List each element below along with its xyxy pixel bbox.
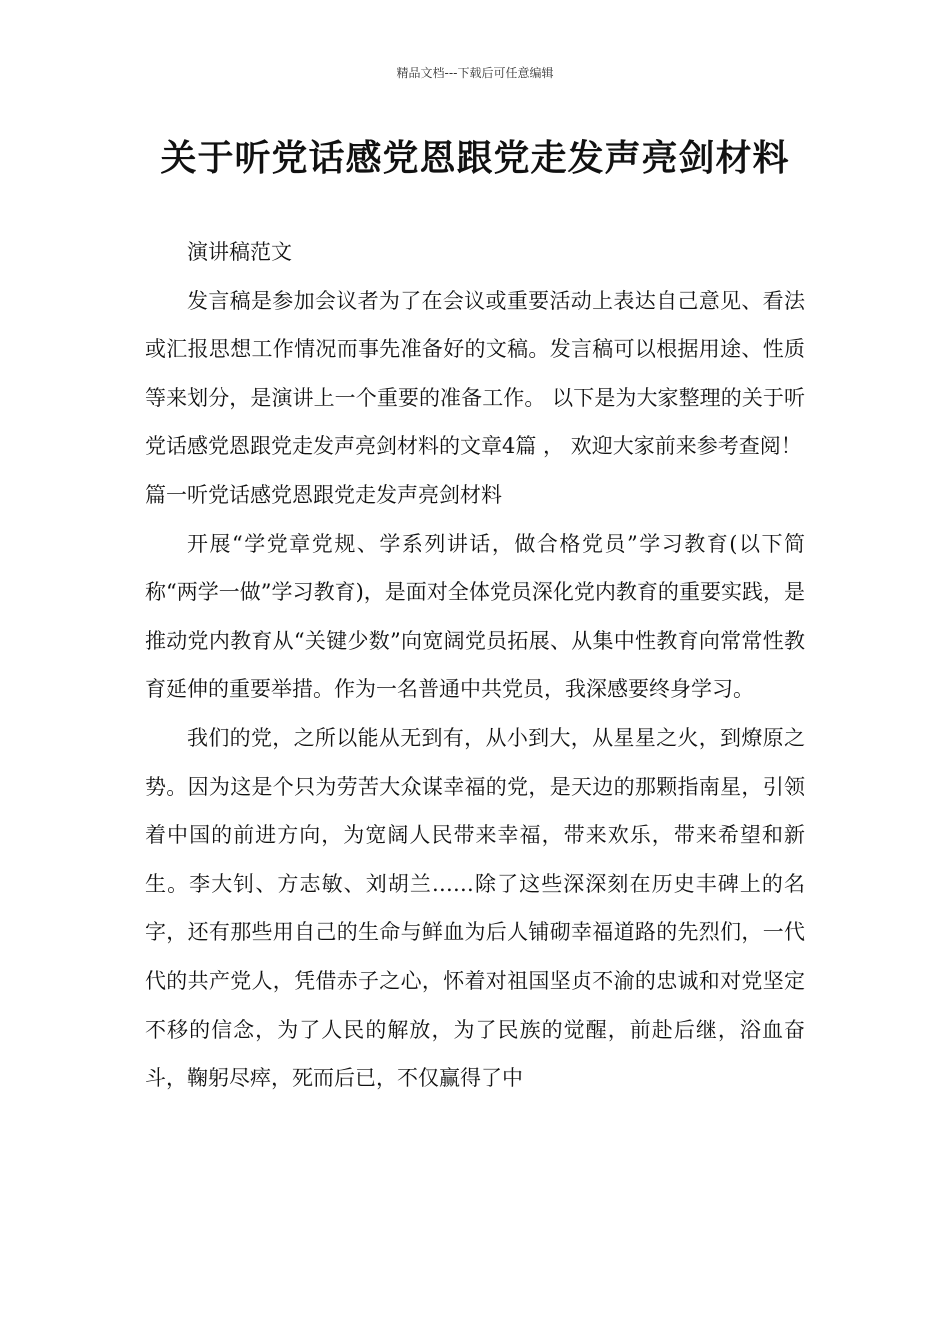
- intro-paragraph: 发言稿是参加会议者为了在会议或重要活动上表达自己意见、看法或汇报思想工作情况而事先准备好的文稿。发言稿可以根据用途、性质等来划分，是演讲上一个重要的准备工作。 以下是为大家整理的关于听党话感党恩跟党走发声亮剑材料的文章4篇 ， 欢迎大家前来参考查阅！: [145, 288, 805, 459]
- body-paragraph: 我们的党，之所以能从无到有，从小到大，从星星之火，到燎原之势。因为这是个只为劳苦大众谋幸福的党，是天边的那颗指南星，引领着中国的前进方向，为宽阔人民带来幸福，带来欢乐，带来希望和新生。李大钊、方志敏、刘胡兰……除了这些深深刻在历史丰碑上的名字，还有那些用自己的生命与鲜血为后人铺砌幸福道路的先烈们，一代代的共产党人，凭借赤子之心，怀着对祖国坚贞不渝的忠诚和对党坚定不移的信念，为了人民的解放，为了民族的觉醒，前赴后继，浴血奋斗，鞠躬尽瘁，死而后已，不仅赢得了中: [145, 725, 805, 1091]
- body-paragraph: 开展“学党章党规、学系列讲话，做合格党员”学习教育(以下简称“两学一做”学习教育)，是面对全体党员深化党内教育的重要实践，是推动党内教育从“关键少数”向宽阔党员拓展、从集中性教育向常常性教育延伸的重要举措。作为一名普通中共党员，我深感要终身学习。: [145, 531, 805, 702]
- header-note: 精品文档---下载后可任意编辑: [396, 66, 554, 80]
- subtitle-paragraph: 演讲稿范文: [187, 240, 292, 264]
- document-body: [145, 228, 805, 1103]
- section-heading: 篇一听党话感党恩跟党走发声亮剑材料: [145, 482, 502, 507]
- document-title: 关于听党话感党恩跟党走发声亮剑材料: [160, 138, 790, 179]
